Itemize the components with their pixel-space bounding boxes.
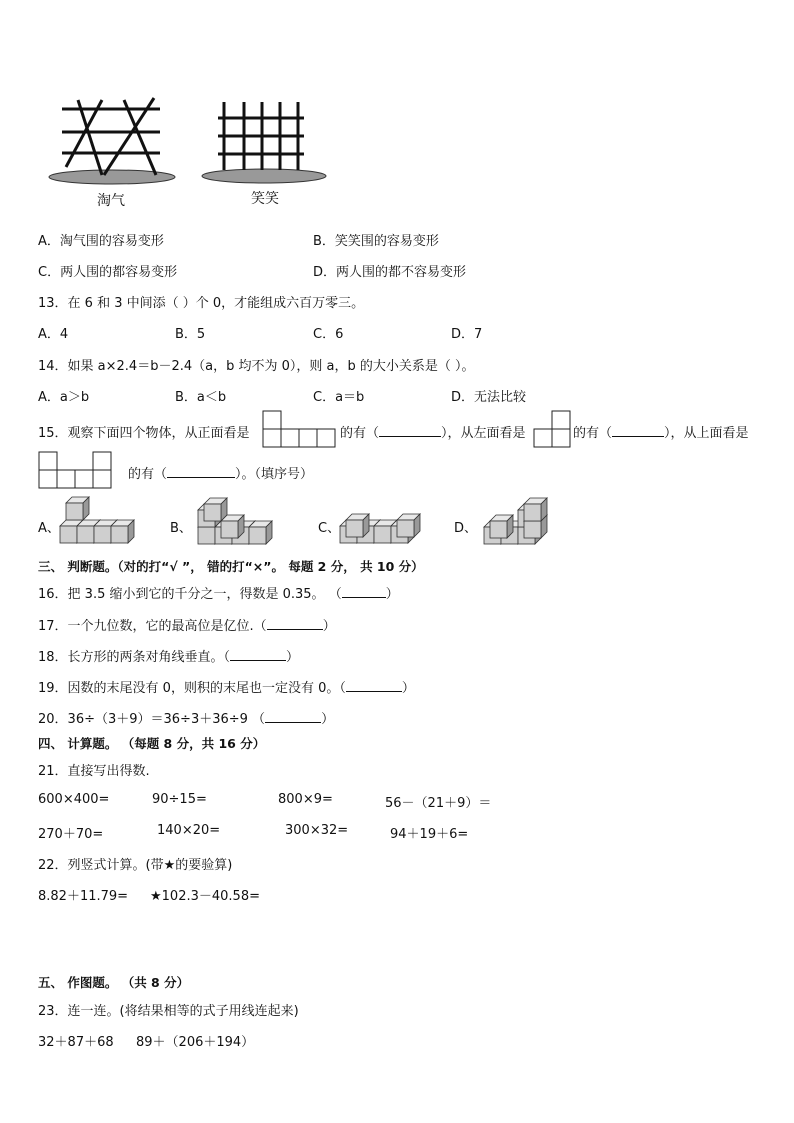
- q15-option-b-label: B、: [170, 521, 192, 536]
- q13-option-b[interactable]: B．5: [175, 327, 206, 342]
- q16-answer-blank[interactable]: [342, 585, 386, 598]
- left-view-shape: [533, 410, 573, 450]
- match-item[interactable]: 89＋（206＋194）: [136, 1035, 255, 1050]
- section4-title: 四、 计算题。 （每题 8 分，共 16 分）: [38, 736, 266, 751]
- xiaoxiao-fence-figure: [200, 98, 330, 186]
- calc-item: 56－（21＋9）＝: [385, 796, 492, 811]
- q16: 16．把 3.5 缩小到它的千分之一，得数是 0.35。 （ ）: [38, 587, 399, 602]
- q20: 20．36÷（3＋9）＝36÷3＋36÷9 （ ）: [38, 712, 335, 727]
- q19: 19．因数的末尾没有 0，则积的末尾也一定没有 0。（ ）: [38, 681, 415, 696]
- calc-item: 300×32=: [285, 823, 349, 838]
- q15-answer-blank-3[interactable]: [167, 465, 235, 478]
- q18: 18．长方形的两条对角线垂直。（ ）: [38, 650, 300, 665]
- q14-option-a[interactable]: A．a＞b: [38, 390, 90, 405]
- q13-option-d[interactable]: D．7: [451, 327, 483, 342]
- q15-text-4: 的有（ ）。（填序号）: [128, 467, 314, 482]
- q20-answer-blank[interactable]: [265, 710, 321, 723]
- q13-option-a[interactable]: A．4: [38, 327, 69, 342]
- calc-item: ★102.3－40.58=: [150, 889, 260, 904]
- calc-item: 600×400=: [38, 792, 110, 807]
- q15-option-d-label: D、: [454, 521, 478, 536]
- section5-title: 五、 作图题。 （共 8 分）: [38, 975, 190, 990]
- top-view-shape: [38, 451, 118, 491]
- section3-title: 三、 判断题。（对的打“√ ”， 错的打“×”。 每题 2 分， 共 10 分）: [38, 559, 424, 574]
- q17: 17．一个九位数，它的最高位是亿位.（ ）: [38, 619, 336, 634]
- q13-option-c[interactable]: C．6: [313, 327, 344, 342]
- taoqi-label: 淘气: [97, 193, 125, 209]
- q21-stem: 21．直接写出得数.: [38, 764, 150, 779]
- calc-item: 8.82＋11.79=: [38, 889, 129, 904]
- q12-option-b[interactable]: B．笑笑围的容易变形: [313, 234, 439, 249]
- front-view-shape: [262, 410, 340, 450]
- q23-stem: 23．连一连。(将结果相等的式子用线连起来): [38, 1004, 299, 1019]
- q14-option-d[interactable]: D．无法比较: [451, 390, 527, 405]
- cube-object-d[interactable]: [482, 497, 574, 547]
- q18-answer-blank[interactable]: [230, 648, 286, 661]
- q15-answer-blank-1[interactable]: [379, 424, 441, 437]
- calc-item: 94＋19＋6=: [390, 827, 469, 842]
- calc-item: 800×9=: [278, 792, 333, 807]
- cube-object-a[interactable]: [58, 495, 144, 547]
- q19-answer-blank[interactable]: [346, 679, 402, 692]
- q15-answer-blank-2[interactable]: [612, 424, 664, 437]
- q15-text-1: 15．观察下面四个物体，从正面看是: [38, 426, 250, 441]
- q12-option-c[interactable]: C．两人围的都容易变形: [38, 265, 178, 280]
- cube-object-b[interactable]: [196, 497, 288, 547]
- q15-text-2: 的有（ ），从左面看是: [340, 426, 526, 441]
- match-item[interactable]: 32＋87＋68: [38, 1035, 114, 1050]
- calc-item: 140×20=: [157, 823, 221, 838]
- q14-option-c[interactable]: C．a＝b: [313, 390, 365, 405]
- q12-option-a[interactable]: A．淘气围的容易变形: [38, 234, 164, 249]
- taoqi-fence-figure: [46, 95, 178, 187]
- q13-stem: 13．在 6 和 3 中间添（ ）个 0，才能组成六百万零三。: [38, 296, 365, 311]
- q15-option-a-label: A、: [38, 521, 60, 536]
- calc-item: 270＋70=: [38, 827, 104, 842]
- q15-text-3: 的有（ ），从上面看是: [573, 426, 749, 441]
- q14-stem: 14．如果 a×2.4＝b－2.4（a，b 均不为 0），则 a，b 的大小关系是（ ）。: [38, 359, 475, 374]
- q15-option-c-label: C、: [318, 521, 341, 536]
- q17-answer-blank[interactable]: [267, 617, 323, 630]
- q22-stem: 22．列竖式计算。(带★的要验算): [38, 858, 233, 873]
- cube-object-c[interactable]: [338, 498, 430, 546]
- q12-option-d[interactable]: D．两人围的都不容易变形: [313, 265, 467, 280]
- xiaoxiao-label: 笑笑: [251, 191, 279, 207]
- q14-option-b[interactable]: B．a＜b: [175, 390, 227, 405]
- calc-item: 90÷15=: [152, 792, 207, 807]
